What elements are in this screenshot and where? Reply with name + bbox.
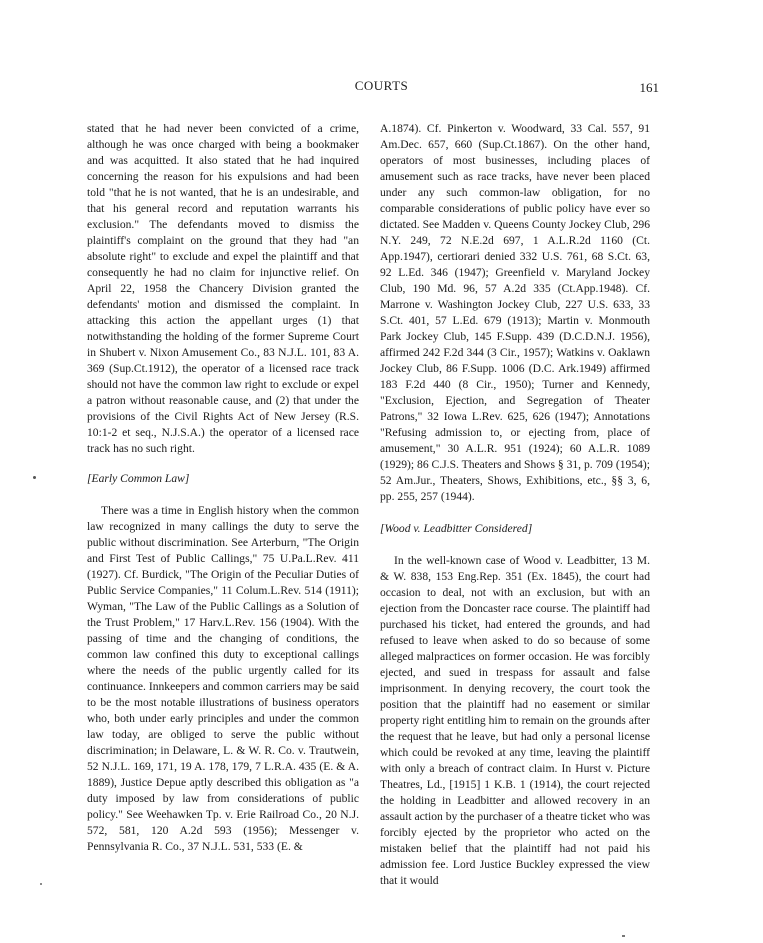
right-paragraph-2: In the well-known case of Wood v. Leadbitter, 13 M. & W. 838, 153 Eng.Rep. 351 (Ex. 1845), the court had occasion to deal, not with an exclusion, but with an ejection from the Doncaster race course. The plaintiff had purchased his ticket, had entered the grounds, and had refused to leave when asked to do so because of some alleged malpractices on former occasion. He was forcibly ejected, and sued in trespass for assault and false imprisonment. In denying recovery, the court took the position that the plaintiff had no easement or similar property right entitling him to remain on the grounds after the request that he leave, but had only a personal license which could be revoked at any time, leaving the plaintiff with only a breach of contract claim. In Hurst v. Picture Theatres, Ld., [1915] 1 K.B. 1 (1914), the court rejected the holding in Leadbitter and allowed recovery in an assault action by the purchaser of a theatre ticket who was forcibly ejected by the proprietor who acted on the mistaken belief that the plaintiff had not paid his admission fee. Lord Justice Buckley expressed the view that it would [380, 554, 650, 887]
page-number: 161 [639, 80, 659, 95]
section-heading-early-common-law: [Early Common Law] [87, 472, 190, 485]
right-column [380, 121, 650, 889]
scan-speck [622, 935, 625, 937]
scan-speck [33, 476, 36, 479]
left-paragraph-2: There was a time in English history when the common law recognized in many callings the duty to serve the public without discrimination. See Arterburn, "The Origin and First Test of Public Callings," 75 U.Pa.L.Rev. 411 (1927). Cf. Burdick, "The Origin of the Peculiar Duties of Public Service Companies," 11 Colum.L.Rev. 514 (1911); Wyman, "The Law of the Public Callings as a Solution of the Trust Problem," 17 Harv.L.Rev. 156 (1904). With the passing of time and the changing of conditions, the common law confined this duty to exceptional callings where the needs of the public urgently called for its continuance. Innkeepers and common carriers may be said to be the most notable illustrations of business operators who, both under early principles and under the common law today, are obliged to serve the public without discrimination; in Delaware, L. & W. R. Co. v. Trautwein, 52 N.J.L. 169, 171, 19 A. 178, 179, 7 L.R.A. 435 (E. & A. 1889), Justice Depue aptly described this obligation as "a duty imposed by law from considerations of public policy." See Weehawken Tp. v. Erie Railroad Co., 20 N.J. 572, 581, 120 A.2d 593 (1956); Messenger v. Pennsylvania R. Co., 37 N.J.L. 531, 533 (E. & [87, 504, 359, 853]
left-paragraph-1: stated that he had never been convicted of a crime, although he was once charged with being a bookmaker and was acquitted. It also stated that he had inquired concerning the reason for his expulsions and had been told "that he is not wanted, that he is an undesirable, and that his general record and reputation warrants his exclusion." The defendants moved to dismiss the plaintiff's complaint on the ground that they had "an absolute right" to exclude and expel the plaintiff and that consequently he had no claim for injunctive relief. On April 22, 1958 the Chancery Division granted the defendants' motion and dismissed the complaint. In attacking this action the appellant urges (1) that notwithstanding the holding of the former Supreme Court in Shubert v. Nixon Amusement Co., 83 N.J.L. 101, 83 A. 369 (Sup.Ct.1912), the operator of a licensed race track should not have the common law right to exclude or expel a patron without reasonable cause, and (2) that under the provisions of the Civil Rights Act of New Jersey (R.S. 10:1-2 et seq., N.J.S.A.) the operator of a licensed race track has no such right. [87, 122, 359, 455]
left-column [87, 121, 359, 855]
right-paragraph-1: A.1874). Cf. Pinkerton v. Woodward, 33 Cal. 557, 91 Am.Dec. 657, 660 (Sup.Ct.1867). On the other hand, operators of most businesses, including places of amusement such as race tracks, have never been placed under any such common-law obligation, for no comparable considerations of public policy have ever so dictated. See Madden v. Queens County Jockey Club, 296 N.Y. 249, 72 N.E.2d 697, 1 A.L.R.2d 1160 (Ct. App.1947), certiorari denied 332 U.S. 761, 68 S.Ct. 63, 92 L.Ed. 346 (1947); Greenfield v. Maryland Jockey Club, 190 Md. 96, 57 A.2d 335 (Ct.App.1948). Cf. Marrone v. Washington Jockey Club, 227 U.S. 633, 33 S.Ct. 401, 57 L.Ed. 679 (1913); Martin v. Monmouth Park Jockey Club, 145 F.Supp. 439 (D.C.D.N.J. 1956), affirmed 242 F.2d 344 (3 Cir., 1957); Watkins v. Oaklawn Jockey Club, 86 F.Supp. 1006 (D.C. Ark.1949) affirmed 183 F.2d 440 (8 Cir., 1950); Turner and Kennedy, "Exclusion, Ejection, and Segregation of Theater Patrons," 32 Iowa L.Rev. 625, 626 (1947); Annotations "Refusing admission to, or ejecting from, place of amusement," 30 A.L.R. 951 (1924); 60 A.L.R. 1089 (1929); 86 C.J.S. Theaters and Shows § 31, p. 709 (1954); 52 Am.Jur., Theaters, Shows, Exhibitions, etc., §§ 3, 6, pp. 255, 257 (1944). [380, 122, 650, 503]
running-head: COURTS [354, 78, 409, 93]
scan-speck [40, 883, 42, 885]
page-header [0, 78, 763, 98]
section-heading-wood-v-leadbitter: [Wood v. Leadbitter Considered] [380, 522, 533, 535]
